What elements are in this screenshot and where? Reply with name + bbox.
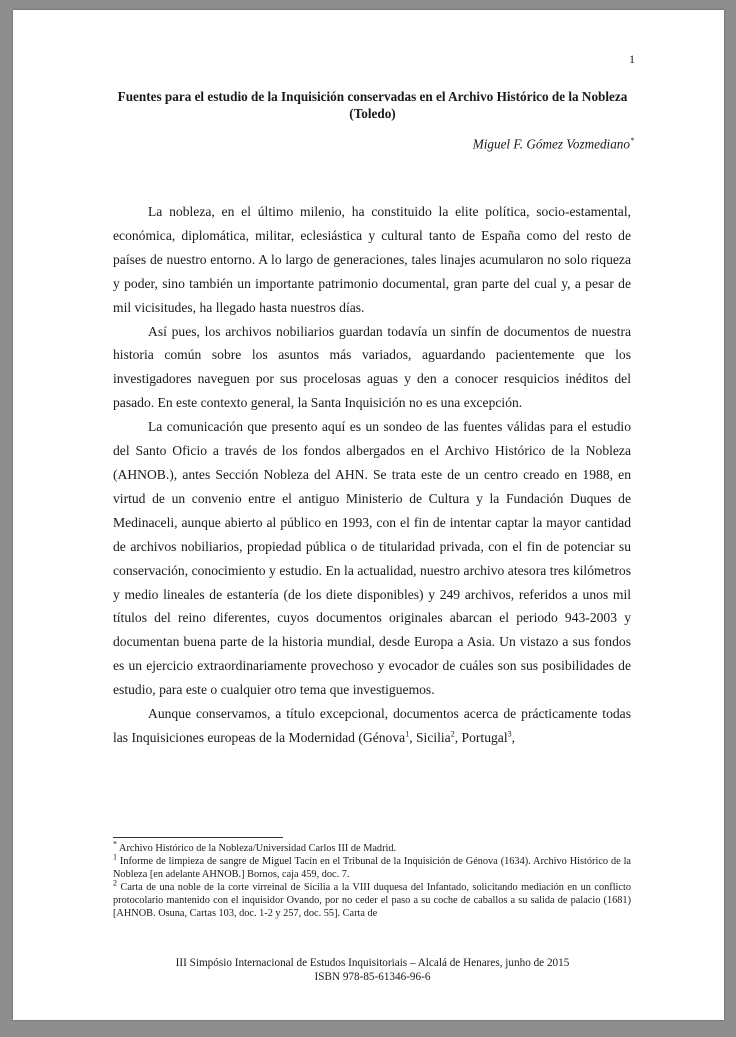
footnote-ref: 1 — [405, 729, 410, 739]
author-line — [473, 136, 634, 152]
paragraph-text: Aunque conservamos, a título excepcional, documentos acerca de prácticamente todas las Inquisiciones europeas de la Modernidad ( — [113, 706, 631, 745]
document-page — [13, 10, 724, 1020]
page-footer — [113, 956, 632, 984]
separator: , — [454, 729, 462, 745]
author-footnote-mark: * — [630, 136, 634, 145]
footnote-mark: 1 — [113, 852, 117, 862]
footnote-ref: 3 — [507, 729, 512, 739]
footnote-divider — [113, 837, 283, 838]
footer-isbn: ISBN 978-85-61346-96-6 — [314, 971, 431, 983]
footnote-text: Carta de una noble de la corte virreinal de Sicilia a la VIII duquesa del Infantado, solicitando mediación en un conflicto protocolario mantenido con el inquisidor Ovando, por no ceder el paso a su coche de caballos a su salida de palacio (1681) [AHNOB. Osuna, Cartas 103, doc. 1-2 y 257, doc. 55]. Carta de — [113, 882, 632, 919]
footnote — [113, 839, 631, 855]
footnote-text: Archivo Histórico de la Nobleza/Universidad Carlos III de Madrid. — [119, 843, 397, 854]
separator: , — [511, 729, 516, 745]
footnote-mark: 2 — [113, 878, 117, 888]
author-name: Miguel F. Gómez Vozmediano — [472, 136, 630, 152]
inquisition-item: Génova — [362, 729, 406, 745]
paper-title: Fuentes para el estudio de la Inquisición conservadas en el Archivo Histórico de la Nobleza (Toledo) — [117, 89, 628, 121]
inquisition-item: Sicilia — [415, 729, 451, 745]
paragraph: La nobleza, en el último milenio, ha constituido la elite política, socio-estamental, económica, diplomática, militar, eclesiástica y cultural tanto de España como del resto de países de nuestro entorno. A lo largo de generaciones, tales linajes acumularon no solo riqueza y poder, sino también un importante patrimonio documental, gran parte del cual y, a pesar de mil vicisitudes, ha llegado hasta nuestros días. — [113, 204, 631, 315]
page-number: 1 — [629, 52, 635, 66]
separator: , — [409, 729, 416, 745]
footnote-ref: 2 — [450, 729, 455, 739]
footnotes — [113, 839, 632, 920]
footnote — [113, 852, 632, 881]
inquisition-item: Portugal — [461, 729, 508, 745]
paragraph — [113, 702, 631, 750]
footer-conference: III Simpósio Internacional de Estudos Inquisitoriais – Alcalá de Henares, junho de 2015 — [175, 957, 570, 969]
footnote-text: Informe de limpieza de sangre de Miguel Tacín en el Tribunal de la Inquisición de Génova (1634). Archivo Histórico de la Nobleza [en adelante AHNOB.] Bornos, caja 459, doc. 7. — [113, 856, 632, 880]
paragraph: La comunicación que presento aquí es un sondeo de las fuentes válidas para el estudio del Santo Oficio a través de los fondos albergados en el Archivo Histórico de la Nobleza (AHNOB.), antes Sección Nobleza del AHN. Se trata este de un centro creado en 1988, en virtud de un convenio entre el antiguo Ministerio de Cultura y la Fundación Duques de Medinaceli, aunque abierto al público en 1993, con el fin de intentar captar la mayor cantidad de archivos nobiliarios, propiedad pública o de titularidad privada, con el fin de potenciar su conservación, conocimiento y estudio. En la actualidad, nuestro archivo atesora tres kilómetros y medio lineales de estantería (de los diete disponibles) y 249 archivos, referidos a unos mil títulos del reino diferentes, cuyos documentos originales abarcan el periodo 943-2003 y documentan buena parte de la historia mundial, desde Europa a Asia. Un vistazo a sus fondos es un ejercicio extraordinariamente provechoso y evocador de cuáles son sus posibilidades de estudio, para este o cualquier otro tema que investiguemos. — [113, 419, 631, 698]
paragraph: Así pues, los archivos nobiliarios guardan todavía un sinfín de documentos de nuestra historia común sobre los asuntos más variados, aguardando pacientemente que los investigadores naveguen por sus procelosas aguas y den a conocer resquicios inéditos del pasado. En este contexto general, la Santa Inquisición no es una excepción. — [113, 323, 631, 411]
footnote-mark: * — [113, 839, 117, 849]
body-text — [113, 200, 631, 750]
footnote — [113, 878, 632, 920]
